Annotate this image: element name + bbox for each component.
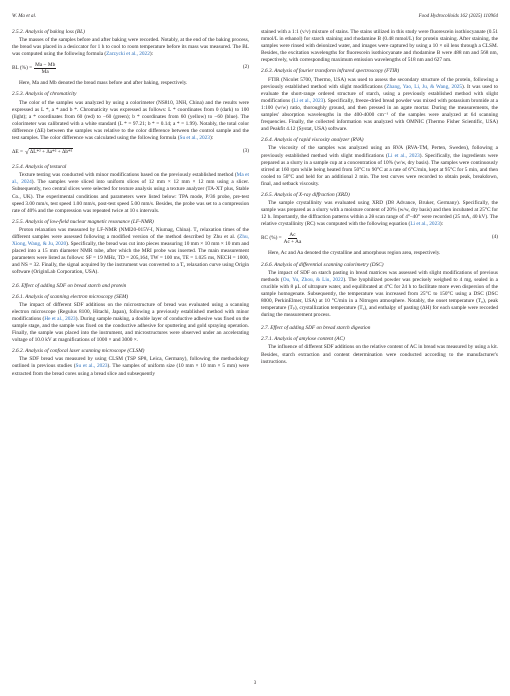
paragraph-chromaticity: The color of the samples was analyzed by using a colorimeter (NS810, 3NH, China) and the results were expressed as L *, a * and b *. Chromaticity was expressed as follows: L * coordinates from 0 (dark) to 100 (light); a * coordinates from 60 (red) to −60 (green); b * coordinates from 60 (yellow) to −60 (blue). The colorimeter was calibrated with a white standard (L * = 97.21; b * = 0.14; a * = 1.99). Notably, the total color difference (ΔE) between the samples was relative to the color difference between the control sample and the test samples. The color difference was calculated using the following formula (Su et al., 2023): xyxy=(12,99,249,142)
heading-2-5-4: 2.5.4. Analysis of textural xyxy=(12,164,67,171)
right-column xyxy=(261,29,498,366)
heading-2-6-3: 2.6.3. Analysis of fourier transform infrared spectroscopy (FTIR) xyxy=(261,68,400,75)
citation-link[interactable]: Zarzycki et al., 2022 xyxy=(106,51,150,58)
citation-link[interactable]: Su et al., 2023 xyxy=(179,135,210,142)
paragraph-texture: Texture testing was conducted with minor modifications based on the previously established method (Ma et al., 2024). The samples were sliced into uniform slices of 12 mm × 12 mm × 12 mm using a slicer. Subsequently, two central slices were selected for texture analysis using a texture analyzer (TA-XT plus, Stable Co., UK). The experimental conditions and parameters were listed below: TPA mode, P/36 probe, pre-test speed 3.00 mm/s, test speed 1.00 mm/s, post-test speed 5.00 mm/s. Besides, the probe was set to a compression rate of 40% and the compression was repeated twice at 10 s intervals. xyxy=(12,172,249,214)
paragraph-clsm-continued: stained with a 1:1 (v/v) mixture of stains. The stains utilized in this study were fluorescein isothiocyanate (0.51 mmol/L in ethanol) for starch staining and rhodamine B (0.48 mmol/L) for protein staining. After staining, the samples were rinsed with deionized water, and images were captured by using a 10 × oil lens through a CLSM. Besides, the excitation wavelengths for fluorescein isothiocyanate and rhodamine B were 488 nm and 568 nm, respectively, with corresponding maximum emission wavelengths of 518 nm and 627 nm. xyxy=(261,29,498,64)
citation-link[interactable]: Ou, Yu, Zhou, & Liu, 2022 xyxy=(282,276,344,283)
heading-2-5-3: 2.5.3. Analysis of chromaticity xyxy=(12,91,77,98)
equation-2: BL (%) = $\frac{Ma - Mb}{Ma}$ (2) xyxy=(12,61,249,75)
page-number: 3 xyxy=(253,681,257,686)
equation-4: RC (%) = $\frac{Ac}{Ac + Aa}$ (4) xyxy=(261,231,498,245)
heading-2-7: 2.7. Effect of adding SDF on bread starch digestion xyxy=(261,325,371,332)
paragraph-clsm: The SDF bread was measured by using CLSM (TSP SP8, Leica, Germany), following the methodology outlined in previous studies (Su et al., 2023). The samples of uniform size (10 mm × 10 mm × 5 mm) were extracted from the bread cores using a bread slice and subsequently xyxy=(12,356,249,377)
citation-link[interactable]: Li et al., 2023 xyxy=(387,152,420,159)
paragraph-dsc: The impact of SDF on starch pasting in bread matrices was assessed with slight modifications of previous methods (Ou, Yu, Zhou, & Liu, 2022). The lyophilized powder was precisely weighed to 4 mg, sealed in a crucible with 8 μL of ultrapure water, and equilibrated at 4°C for 24 h to facilitate more even dispersion of the sample homogenate. Subsequently, the temperature was increased from 25°C to 150°C using a DSC (DSC 8000, PerkinElmer, USA) at 10 °C/min in a Nitrogen atmosphere. Notably, the onset temperature (T₀), peak temperature (Tₚ), crystallization temperature (T꜀), and enthalpy of pasting (ΔH) for each sample were recorded during the measurement process. xyxy=(261,269,498,319)
heading-2-5-5: 2.5.5. Analysis of low-field nuclear magnetic resonance (LF-NMR) xyxy=(12,218,154,225)
heading-2-6-2: 2.6.2. Analysis of confocal laser scanning microscope (CLSM) xyxy=(12,348,145,355)
running-header xyxy=(12,14,498,24)
citation-link[interactable]: Zhu, Xiong, Wang, & Ju, 2020 xyxy=(12,233,249,248)
left-column xyxy=(12,29,249,378)
heading-2-6-6: 2.6.6. Analysis of differential scanning calorimetry (DSC) xyxy=(261,261,384,268)
citation-link[interactable]: He et al., 2023 xyxy=(44,315,76,322)
paragraph-ftir: FTIR (Nicolet 5700, Thermo, USA) was used to assess the secondary structure of the protein, following a previously established method with slight modifications (Zhang, Yao, Li, Ju, & Wang, 2025). It was used to evaluate the short-range ordered structure of starch, using a previously established method with slight modifications (Li et al., 2023). Specifically, freeze-dried bread powder was mixed with potassium bromide at a 1:100 (w/w) ratio, thoroughly ground, and then pressed in an agate mortar. During the measurements, the samples' absorption wavelengths in the 400-4000 cm⁻¹ of the samples were analyzed at 64 scanning frequencies. Finally, the collected information was analyzed with OMNIC (Thermo Fisher Scientific, USA) and Peakfit 4.12 (Systat, USA) software. xyxy=(261,76,498,133)
paragraph-xrd-def: Here, Ac and Aa denoted the crystalline and amorphous region area, respectively. xyxy=(268,250,441,257)
citation-link[interactable]: Li et al., 2023 xyxy=(293,97,324,104)
paragraph-rva: The viscosity of the samples was analyzed using an RVA (RVA-TM, Perten, Sweden), following a previously established method with slight modifications (Li et al., 2023). Specifically, the ingredients were prepared as a slurry in a sample cup at a concentration of 10% (w/w, dry basis). The samples were continuously stirred at 160 rpm while being heated from 50°C to 90°C at a rate of 6°C/min, kept at 95°C for 5 min, and then cooled to 50°C and held for an additional 2 min. The test curves were recorded to obtain peak, breakdown, final, and setback viscosity. xyxy=(261,145,498,187)
paragraph-baking-loss-def: Here, Ma and Mb denoted the bread mass before and after baking, respectively. xyxy=(19,80,188,87)
citation-link[interactable]: Zhang, Yao, Li, Ju, & Wang, 2025 xyxy=(386,83,463,90)
equation-number: (4) xyxy=(491,234,498,241)
heading-2-6-1: 2.6.1. Analysis of scanning electron microscopy (SEM) xyxy=(12,293,129,300)
paragraph-baking-loss: The masses of the samples before and after baking were recorded. Notably, at the end of the baking process, the bread was placed in a desiccator for 1 h to cool to room temperature before its mass was measured. The BL was computed using the following formula (Zarzycki et al., 2022): xyxy=(12,37,249,58)
paragraph-sem: The impact of different SDF additions on the microstructure of bread was evaluated using a scanning electron microscope (Regulus 8100, Hitachi, Japan), following a previously established method with minor modifications (He et al., 2023). During sample making, a double layer of conductive adhesive was fixed on the sample stage, and the sample was fixed on the conductive adhesive for sputtering and gold spraying operation. Finally, the sample was placed into the instrument, and microstructures were observed under an accelerating voltage of 10.0 kV at magnifications of 1000 × and 3000 ×. xyxy=(12,301,249,344)
heading-2-6-4: 2.6.4. Analysis of rapid viscosity analyzer (RVA) xyxy=(261,137,364,144)
citation-link[interactable]: Li et al., 2023 xyxy=(410,221,440,228)
heading-2-6-5: 2.6.5. Analysis of X-ray diffraction (XRD) xyxy=(261,191,350,198)
equation-3: ΔE = √ ΔL*² + Δa*² + Δb*² (3) xyxy=(12,148,249,157)
heading-2-7-1: 2.7.1. Analysis of amylose content (AC) xyxy=(261,336,345,343)
paragraph-lf-nmr: Proton relaxation was measured by LF-NMR (NMI20-015V-I, Niumag, China). T₂ relaxation times of the different samples were assessed following a modified version of the method described by Zhu et al. (Zhu, Xiong, Wang, & Ju, 2020). Specifically, the bread was cut into pieces measuring 10 mm × 10 mm × 10 mm and placed into a 15 mm diameter NMR tube, after which the MRI probe was inserted. The main measurement parameters were listed as follows: SF = 19 MHz, TD = 205,164, TW = 100 ms, TE = 1.025 ms, NECH = 1000, and NS = 32. Finally, the signal acquired by the instrument was converted to a T₂ relaxation curve using Origin software (OriginLab Corporation, USA). xyxy=(12,226,249,276)
header-authors: W. Ma et al. xyxy=(12,14,37,19)
citation-link[interactable]: Su et al., 2023 xyxy=(75,363,108,370)
equation-number: (3) xyxy=(242,148,249,155)
paragraph-amylose: The influence of different SDF additions on the relative content of AC in bread was measured by using a kit. Besides, starch extraction and content determination were conducted according to the manufacturer's instructions. xyxy=(261,344,498,365)
equation-number: (2) xyxy=(242,64,249,71)
header-journal: Food Hydrocolloids 162 (2025) 110964 xyxy=(418,14,498,19)
paragraph-xrd: The sample crystallinity was evaluated using XRD (D8 Advance, Bruker, Germany). Specifically, the sample was prepared as a slurry with a moisture content of 20% (w/w, dry basis) and then incubated at 25°C for 12 h. Importantly, the diffraction patterns within a 2θ scan range of 4°–40° were recorded (25 mA, 40 kV). The relative crystallinity (RC) was computed with the following equation (Li et al., 2023): xyxy=(261,200,498,228)
heading-2-5-2: 2.5.2. Analysis of baking loss (BL) xyxy=(12,29,85,35)
citation-link[interactable]: Ma et al., 2024 xyxy=(12,172,249,186)
heading-2-6: 2.6. Effect of adding SDF on bread starch and protein xyxy=(12,282,127,289)
